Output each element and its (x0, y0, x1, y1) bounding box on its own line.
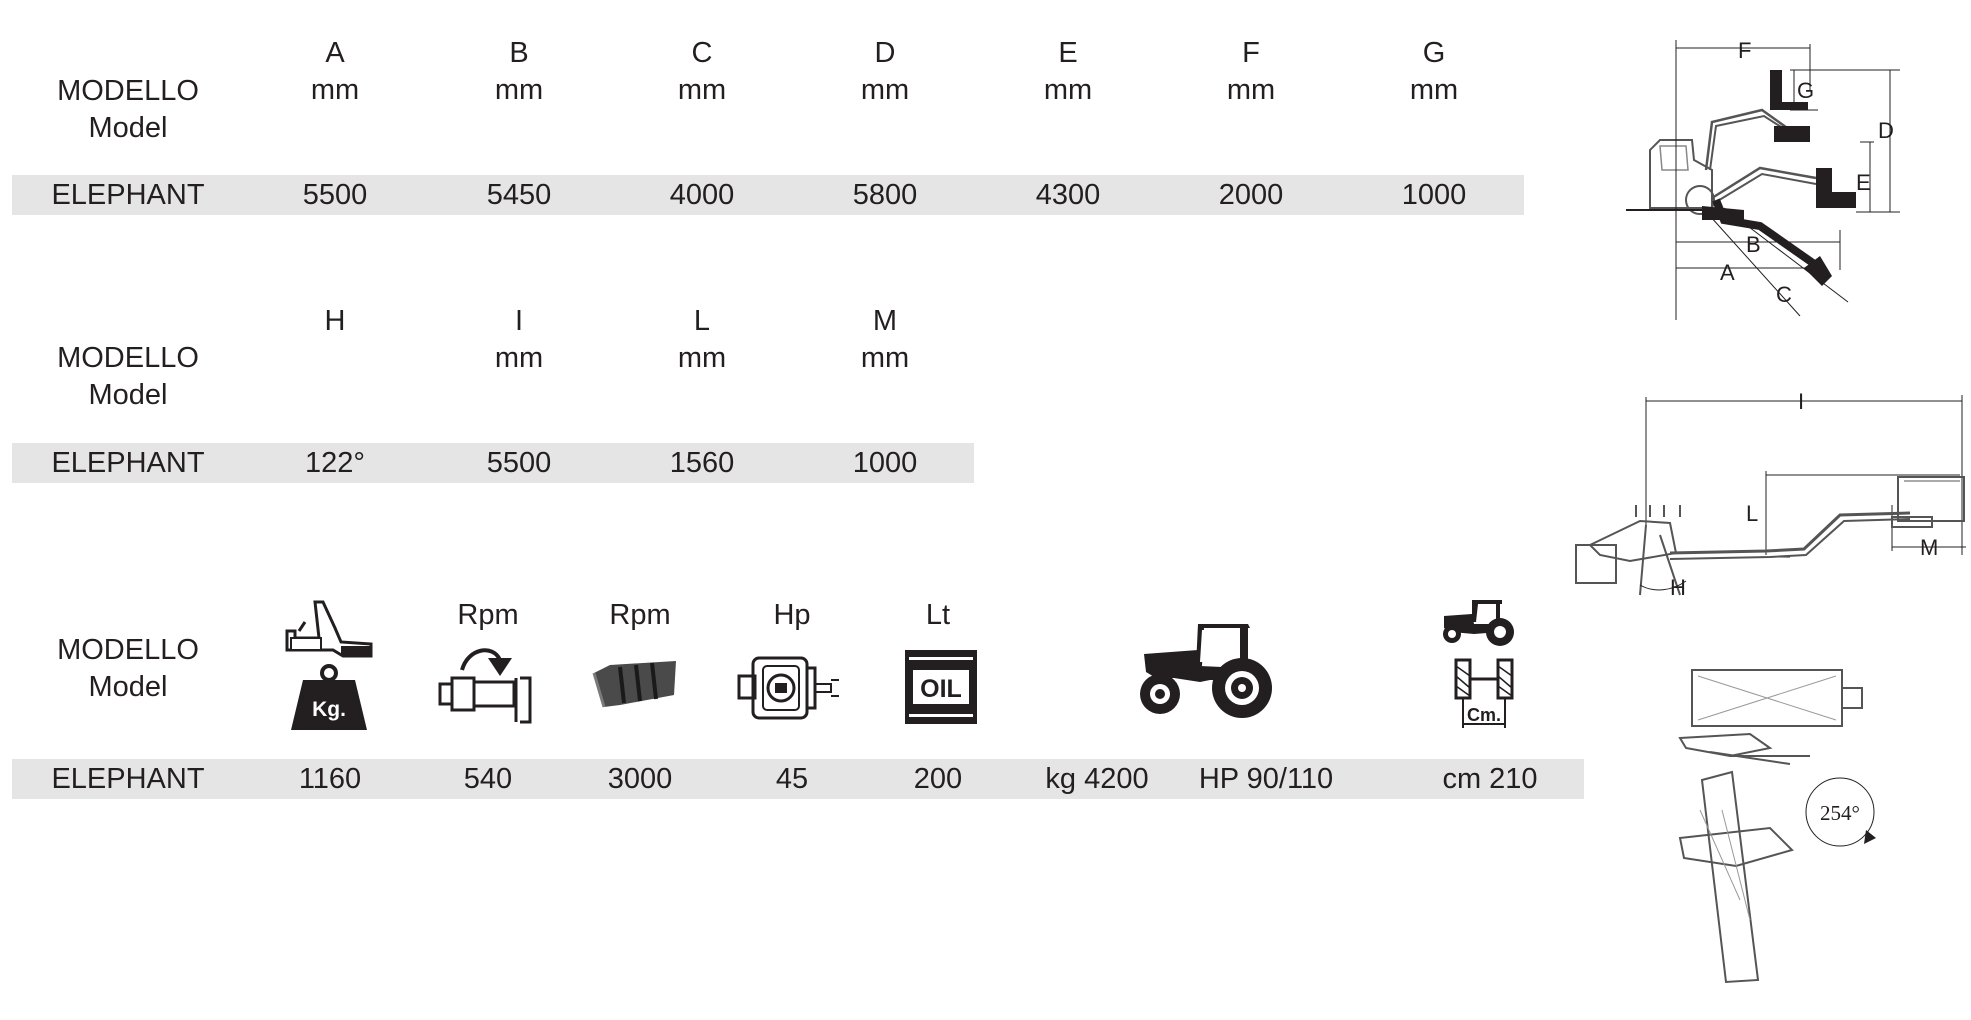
model-label-it: MODELLO (57, 342, 199, 374)
col-unit (260, 340, 410, 377)
col-unit: mm (1226, 74, 1276, 106)
table2-value-h: 122° (305, 447, 365, 479)
rotation-label: 254° (1820, 801, 1860, 825)
col-letter: E (1058, 37, 1078, 69)
col-unit: mm (1409, 74, 1459, 106)
dim-label-a: A (1720, 260, 1735, 285)
col-letter: C (691, 37, 713, 69)
col-unit: mm (860, 74, 910, 106)
table1-col-d (810, 35, 960, 109)
table2-value-m: 1000 (852, 447, 918, 479)
weight-icon-text: Kg. (312, 698, 346, 721)
dim-label-l: L (1746, 501, 1759, 526)
table1-col-f (1176, 35, 1326, 109)
col-unit: mm (1043, 74, 1093, 106)
hydraulic-pump-icon (735, 650, 843, 725)
table1-col-b (444, 35, 594, 109)
table3-label-lt: Lt (925, 599, 951, 631)
table3-value-track-width: cm 210 (1442, 763, 1538, 795)
model-label-en: Model (88, 671, 168, 703)
col-letter: F (1242, 37, 1260, 69)
table3-value-weight: 1160 (298, 763, 362, 795)
table1-value-f: 2000 (1218, 179, 1284, 211)
dim-label-c: C (1776, 282, 1792, 307)
table1-value-c: 4000 (669, 179, 735, 211)
dim-label-b: B (1746, 232, 1761, 257)
col-letter: B (509, 37, 529, 69)
table1-value-e: 4300 (1035, 179, 1101, 211)
table2-value-l: 1560 (669, 447, 735, 479)
dim-label-h: H (1670, 575, 1686, 600)
table1-col-a (260, 35, 410, 109)
dim-label-m: M (1920, 535, 1939, 560)
track-width-icon-text: Cm. (1466, 705, 1502, 725)
rotation-diagram (1640, 660, 1900, 990)
table2-row-model: ELEPHANT (51, 447, 205, 479)
side-view-diagram (1620, 30, 1920, 330)
col-unit: mm (494, 342, 544, 374)
table1-model-header (28, 73, 228, 147)
table2-model-header (28, 340, 228, 414)
table3-value-oil: 200 (913, 763, 963, 795)
col-letter: L (693, 305, 711, 337)
oil-tank-icon (903, 648, 979, 726)
table2-col-l (627, 303, 777, 377)
weight-icon (283, 598, 375, 733)
col-letter: M (872, 305, 898, 337)
table3-value-pto-rpm: 540 (463, 763, 513, 795)
col-letter: H (324, 305, 346, 337)
model-label-en: Model (88, 112, 168, 144)
tractor-icon (1140, 620, 1275, 720)
table1-value-d: 5800 (852, 179, 918, 211)
model-label-it: MODELLO (57, 75, 199, 107)
col-letter: D (874, 37, 896, 69)
col-unit: mm (310, 74, 360, 106)
model-label-it: MODELLO (57, 634, 199, 666)
table3-value-hp: 45 (775, 763, 809, 795)
col-unit: mm (677, 74, 727, 106)
table1-col-c (627, 35, 777, 109)
model-label-en: Model (88, 379, 168, 411)
table2-col-h (260, 303, 410, 377)
table2-value-i: 5500 (486, 447, 552, 479)
table3-model-header (28, 632, 228, 706)
table1-row-model: ELEPHANT (51, 179, 205, 211)
table3-label-pto-rpm: Rpm (457, 599, 519, 631)
dim-label-i: I (1798, 389, 1805, 414)
oil-icon-text: OIL (920, 675, 962, 703)
table1-col-e (993, 35, 1143, 109)
table1-value-g: 1000 (1401, 179, 1467, 211)
col-letter: I (514, 305, 524, 337)
dim-label-e: E (1856, 170, 1871, 195)
table3-value-tractor-weight: kg 4200 (1045, 763, 1149, 795)
dim-label-d: D (1878, 118, 1894, 143)
table2-col-i (444, 303, 594, 377)
dim-label-f: F (1738, 38, 1752, 63)
col-unit: mm (494, 74, 544, 106)
table2-col-m (810, 303, 960, 377)
col-letter: G (1422, 37, 1446, 69)
table1-value-a: 5500 (302, 179, 368, 211)
table3-label-rotor-rpm: Rpm (609, 599, 671, 631)
dim-label-g: G (1797, 78, 1815, 103)
table3-label-hp: Hp (773, 599, 811, 631)
col-letter: A (325, 37, 345, 69)
col-unit: mm (860, 342, 910, 374)
table1-value-b: 5450 (486, 179, 552, 211)
pto-rotation-icon (438, 638, 538, 724)
table3-value-tractor-hp: HP 90/110 (1198, 763, 1334, 795)
table1-col-g (1359, 35, 1509, 109)
col-unit: mm (677, 342, 727, 374)
top-view-diagram (1570, 385, 1970, 625)
table3-row-model: ELEPHANT (51, 763, 205, 795)
tractor-track-width-icon (1440, 596, 1520, 734)
table3-value-rotor-rpm: 3000 (607, 763, 673, 795)
rotor-icon (590, 655, 680, 715)
